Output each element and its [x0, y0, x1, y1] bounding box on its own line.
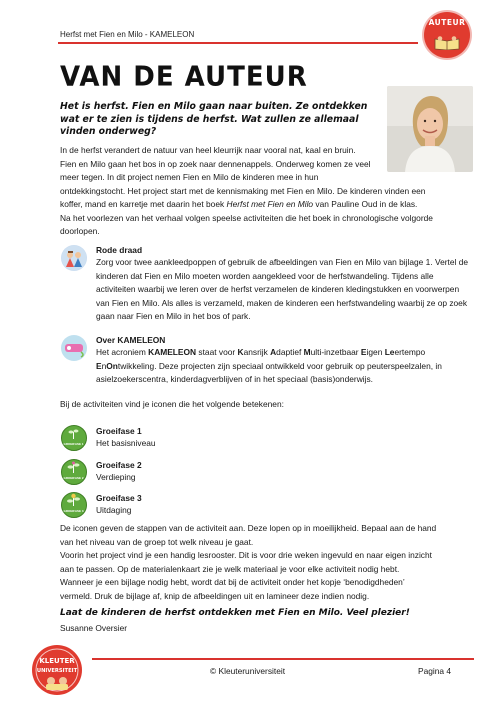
groeifase-desc: Uitdaging	[96, 505, 132, 515]
kameleon-text	[96, 346, 474, 387]
document-header-title: Herfst met Fien en Milo - KAMELEON	[60, 30, 195, 39]
book-icon	[434, 36, 460, 50]
book-title: Herfst met Fien en Milo	[226, 199, 314, 209]
kameleon-icon	[61, 335, 87, 361]
acronym-letter: K	[237, 347, 244, 357]
icon-caption: GROEIFASE 1	[63, 442, 84, 446]
acronym-letter: E	[96, 360, 102, 371]
text-line: Fien en Milo gaan het bos in op zoek naar dennenappels. Onderweg komen ze veel	[60, 158, 371, 169]
text-run: n	[101, 360, 107, 371]
acronym-letter: Le	[384, 347, 395, 357]
groeifase-heading: Groeifase 1	[96, 426, 142, 436]
acronym-letter: A	[270, 347, 277, 357]
acronym-letter: E	[360, 347, 367, 357]
closing-line: Laat de kinderen de herfst ontdekken met Fien en Milo. Veel plezier!	[60, 608, 410, 618]
text-line: van het niveau van de groep tot welk niveau je gaat.	[60, 536, 254, 547]
text-line: koffer, mand en karretje met daarin het boek	[60, 199, 227, 209]
kleuteruniversiteit-logo	[30, 643, 84, 697]
acronym-letter: M	[303, 347, 311, 357]
groeifase-2-icon	[61, 459, 87, 485]
logo-text-top: KLEUTER	[39, 657, 75, 665]
text-line: In de herfst verandert de natuur van heel kleurrijk naar vooral nat, kaal en bruin.	[60, 145, 356, 155]
rode-draad-section	[96, 244, 474, 324]
intro-lead: Het is herfst. Fien en Milo gaan naar buiten. Ze ontdekken wat er te zien is tijdens de herfst. Wat zullen ze allemaal vinden onderweg?	[60, 101, 368, 137]
text-line: De iconen geven de stappen van de activiteit aan. Deze lopen op in moeilijkheid. Bepaal aan de hand	[60, 523, 437, 533]
kameleon-section	[96, 334, 474, 387]
header-divider	[58, 42, 418, 44]
page-number: Pagina 4	[418, 666, 452, 676]
icon-caption: GROEIFASE 3	[63, 509, 84, 513]
groeifase-desc: Het basisniveau	[96, 438, 156, 448]
text-line: Voorin het project vind je een handig lesrooster. Dit is voor drie weken ingevuld en naar eigen inzicht	[60, 550, 432, 560]
groeifase-heading: Groeifase 2	[96, 460, 142, 470]
groeifase-2	[96, 459, 396, 483]
text-line: Wanneer je een bijlage nodig hebt, wordt dat bij de activiteit onder het kopje ‘benodigdheden’	[60, 577, 405, 587]
text-run: staat voor	[196, 347, 238, 357]
text-line: van Pauline Oud in de klas.	[313, 199, 418, 209]
text-line: doorlopen.	[60, 226, 100, 236]
rode-draad-text: Zorg voor twee aankleedpoppen of gebruik de afbeeldingen van Fien en Milo van bijlage 1. Vertel de kinderen dat Fien en Milo moeten worden aangekleed voor de herfstwandeling. Tijdens alle activiteiten waarbij we leren over de herfst verzamelen de kinderen kledingstukken en voorwerpen van Fien en Milo. Als alles is verzameld, maken de kinderen een herfstwandeling waarbij ze op zoek gaan naar Fien en Milo in het bos of park.	[96, 257, 469, 321]
auteur-badge	[424, 12, 470, 58]
text-run: ulti-inzetbaar	[310, 347, 361, 357]
groeifase-1	[96, 425, 396, 449]
outro-paragraph	[60, 522, 474, 603]
rode-draad-icon	[61, 245, 87, 271]
groeifase-heading: Groeifase 3	[96, 493, 142, 503]
groeifase-desc: Verdieping	[96, 472, 136, 482]
text-run: ertempo	[394, 347, 426, 357]
acronym: KAMELEON	[148, 347, 197, 357]
groeifase-3-icon	[61, 492, 87, 518]
badge-label: AUTEUR	[428, 18, 466, 27]
text-run: twikkeling. Deze projecten zijn speciaal ontwikkeld voor gebruik op peuterspeelzalen, in asielzoekerscentra, kinderdagverblijven of in het speciaal (basis)onderwijs.	[96, 360, 442, 384]
footer-copyright: © Kleuteruniversiteit	[210, 666, 286, 676]
text-run: daptief	[276, 347, 304, 357]
footer-divider	[92, 658, 474, 660]
groeifase-3	[96, 492, 396, 516]
text-run: igen	[366, 347, 385, 357]
page-title: VAN DE AUTEUR	[60, 61, 308, 93]
text-run: Het acroniem	[96, 347, 149, 357]
text-run: ansrijk	[243, 347, 271, 357]
rode-draad-heading: Rode draad	[96, 245, 143, 255]
intro-paragraph	[60, 144, 472, 239]
author-signature: Susanne Oversier	[60, 623, 128, 633]
text-line: aan te passen. Op de materialenkaart zie je welk materiaal je voor elke activiteit nodig hebt.	[60, 563, 400, 574]
text-line: vermeld. Druk de bijlage af, knip de afbeeldingen uit en lamineer deze indien nodig.	[60, 590, 370, 601]
text-line: meer tegen. In dit project nemen Fien en Milo de kinderen mee in hun	[60, 172, 319, 182]
text-line: Na het voorlezen van het verhaal volgen speelse activiteiten die het boek in chronologische volgorde	[60, 212, 433, 223]
text-line: ontdekkingstocht. Het project start met de kennismaking met Fien en Milo. De kinderen vinden een	[60, 185, 426, 196]
icons-lead: Bij de activiteiten vind je iconen die het volgende betekenen:	[60, 399, 284, 409]
acronym-letter: On	[106, 360, 118, 371]
logo-text-bottom: UNIVERSITEIT	[36, 668, 78, 674]
icon-caption: GROEIFASE 2	[63, 476, 84, 480]
groeifase-1-icon	[61, 425, 87, 451]
kameleon-heading: Over KAMELEON	[96, 335, 166, 345]
